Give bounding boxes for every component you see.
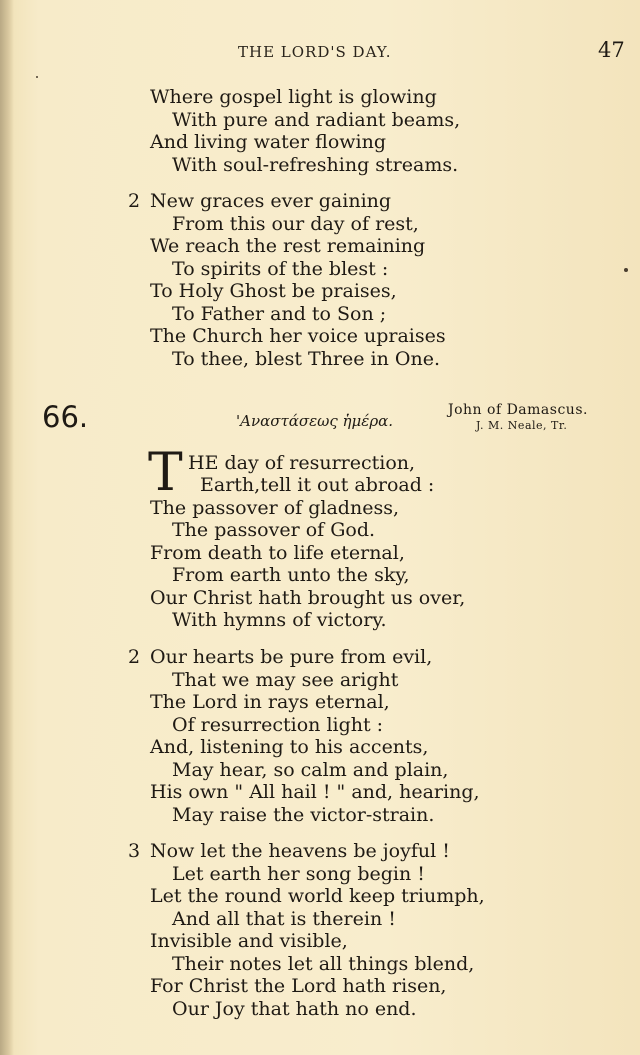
verse-line: The passover of gladness, xyxy=(150,496,399,519)
verse-line: From earth unto the sky, xyxy=(172,564,410,586)
previous-hymn-stanza-continued xyxy=(150,86,460,176)
verse-line: Earth,tell it out abroad : xyxy=(200,474,435,496)
hymn-stanza-1 xyxy=(150,474,465,632)
verse-line: Now let the heavens be joyful ! xyxy=(150,840,450,862)
verse-line: Let earth her song begin ! xyxy=(172,862,425,885)
verse-line: May hear, so calm and plain, xyxy=(172,758,449,781)
previous-hymn-stanza-2 xyxy=(150,190,446,370)
verse-line: That we may see aright xyxy=(172,668,399,691)
verse-line: To Father and to Son ; xyxy=(172,302,387,325)
verse-line: Of resurrection light : xyxy=(172,713,384,736)
hymn-stanza-2 xyxy=(150,646,480,826)
verse-line: From this our day of rest, xyxy=(172,212,419,235)
hymn-translator: J. M. Neale, Tr. xyxy=(476,419,568,432)
paper-speck xyxy=(36,76,38,78)
verse-line: And, listening to his accents, xyxy=(150,736,429,758)
drop-cap: T xyxy=(148,443,183,503)
verse-line: Where gospel light is glowing xyxy=(150,86,437,108)
verse-line: His own " All hail ! " and, hearing, xyxy=(150,781,480,803)
paper-speck xyxy=(624,268,628,272)
hymn-greek-title: 'Αναστάσεως ἡμέρα. xyxy=(236,412,394,430)
verse-line: To Holy Ghost be praises, xyxy=(150,280,397,302)
hymn-number: 66. xyxy=(42,400,89,434)
verse-line: The Lord in rays eternal, xyxy=(150,691,390,713)
page-spine-shadow xyxy=(0,0,14,1055)
stanza-number: 3 xyxy=(128,840,141,862)
verse-line: Invisible and visible, xyxy=(150,930,348,952)
stanza-number: 2 xyxy=(128,646,141,668)
running-head: THE LORD'S DAY. xyxy=(238,43,392,61)
verse-line: For Christ the Lord hath risen, xyxy=(150,975,447,997)
stanza-number: 2 xyxy=(128,190,141,212)
verse-line: Their notes let all things blend, xyxy=(172,952,475,975)
verse-line: To thee, blest Three in One. xyxy=(172,347,440,370)
verse-line: We reach the rest remaining xyxy=(150,235,426,257)
verse-line: Our hearts be pure from evil, xyxy=(150,646,433,668)
verse-line: Let the round world keep triumph, xyxy=(150,885,485,907)
verse-line: And all that is therein ! xyxy=(172,907,396,930)
verse-line: With soul-refreshing streams. xyxy=(172,153,459,176)
verse-first-line: HE day of resurrection, xyxy=(188,452,416,474)
verse-line: From death to life eternal, xyxy=(150,541,405,564)
verse-line: May raise the victor-strain. xyxy=(172,803,435,826)
verse-line: With pure and radiant beams, xyxy=(172,108,461,131)
hymn-author: John of Damascus. xyxy=(448,402,588,418)
verse-line: Our Joy that hath no end. xyxy=(172,997,417,1020)
page-number: 47 xyxy=(598,38,625,62)
verse-line: To spirits of the blest : xyxy=(172,257,389,280)
verse-line: Our Christ hath brought us over, xyxy=(150,586,466,609)
verse-line: And living water flowing xyxy=(150,131,387,153)
verse-line: With hymns of victory. xyxy=(172,609,387,631)
verse-line: New graces ever gaining xyxy=(150,190,392,212)
verse-line: The Church her voice upraises xyxy=(150,325,446,347)
hymn-stanza-3 xyxy=(150,840,485,1020)
verse-line: The passover of God. xyxy=(172,519,376,541)
